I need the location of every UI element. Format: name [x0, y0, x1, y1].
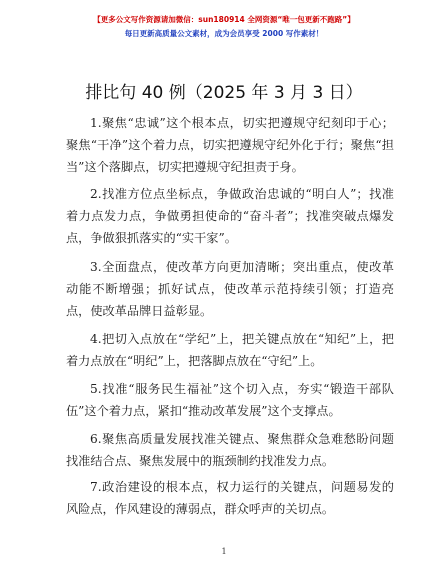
- paragraph-3: 3.全面盘点，使改革方向更加清晰；突出重点，使改革动能不断增强；抓好试点，使改革示范持续引领；打造亮点，使改革品牌日益彰显。: [66, 260, 394, 318]
- document-title: 排比句 40 例（2025 年 3 月 3 日）: [85, 83, 363, 103]
- paragraph-6: 6.聚焦高质量发展找准关键点、聚焦群众急难愁盼问题找准结合点、聚焦发展中的瓶颈制约找准发力点。: [66, 432, 394, 468]
- paragraph-4: 4.把切入点放在“学纪”上，把关键点放在“知纪”上，把着力点放在“明纪”上，把落脚点放在“守纪”上。: [66, 332, 394, 368]
- paragraph-5: 5.找准“服务民生福祉”这个切入点，夯实“锻造干部队伍”这个着力点，紧扣“推动改革发展”这个支撑点。: [66, 382, 394, 418]
- paragraph-1: 1.聚焦“忠诚”这个根本点，切实把遵规守纪刻印于心；聚焦“干净”这个着力点，切实把遵规守纪外化于行；聚焦“担当”这个落脚点，切实把遵规守纪担责于身。: [66, 116, 394, 174]
- paragraph-2: 2.找准方位点坐标点，争做政治忠诚的“明白人”；找准着力点发力点，争做勇担使命的“奋斗者”；找准突破点爆发点，争做狠抓落实的“实干家”。: [66, 187, 394, 245]
- page-number: 1: [221, 547, 227, 556]
- promo-banner-line-2: 每日更新高质量公文素材，成为会员享受 2000 写作素材！: [124, 29, 324, 38]
- promo-banner-line-1: 【更多公文写作资源请加微信：sun180914 全网资源“唯一包更新不跑路”】: [93, 15, 355, 24]
- paragraph-7: 7.政治建设的根本点，权力运行的关键点，问题易发的风险点，作风建设的薄弱点，群众呼声的关切点。: [66, 480, 394, 516]
